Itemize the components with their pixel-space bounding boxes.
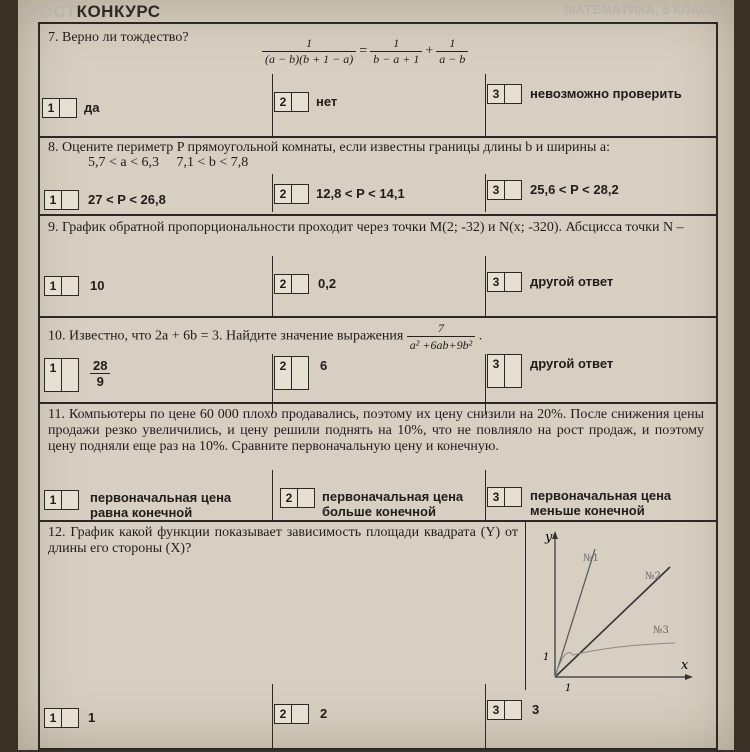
q10-question: 10. Известно, что 2a + 6b = 3. Найдите значение выражения bbox=[48, 328, 404, 344]
divider bbox=[485, 684, 486, 752]
q10-text: 10. Известно, что 2a + 6b = 3. Найдите значение выражения $\frac{7}{\text{a² +6ab+9b²}}$ . bbox=[48, 321, 483, 352]
separator bbox=[40, 214, 716, 216]
separator bbox=[40, 316, 716, 318]
x-tick-1: 1 bbox=[565, 683, 572, 694]
q9-answer-box-1[interactable]: 1 bbox=[44, 276, 79, 296]
q9-answer-box-2[interactable]: 2 bbox=[274, 274, 309, 294]
divider bbox=[272, 684, 273, 752]
q11-option-3: первоначальная цена меньше конечной bbox=[530, 488, 672, 518]
line-3-label: №3 bbox=[653, 625, 669, 636]
divider bbox=[485, 74, 486, 136]
q9-option-2: 0,2 bbox=[318, 276, 337, 291]
q7-text: 7. Верно ли тождество? bbox=[48, 30, 189, 45]
answer-sheet bbox=[18, 0, 734, 750]
q8-answer-box-1[interactable]: 1 bbox=[44, 190, 79, 210]
q12-option-2: 2 bbox=[320, 706, 328, 721]
q7-option-3: невозможно проверить bbox=[530, 86, 682, 101]
q8-text: 8. Оцените периметр P прямоугольной комнаты, если известны границы длины b и ширины a: bbox=[48, 140, 611, 155]
q11-option-2: первоначальная цена больше конечной bbox=[322, 489, 464, 519]
q9-answer-box-3[interactable]: 3 bbox=[487, 272, 522, 292]
q7-answer-box-2[interactable]: 2 bbox=[274, 92, 309, 112]
divider bbox=[272, 174, 273, 212]
q8-option-1: 27 < P < 26,8 bbox=[88, 192, 166, 207]
q10-answer-box-1[interactable]: 1 bbox=[44, 358, 79, 392]
divider bbox=[485, 470, 486, 520]
q10-option-2: 6 bbox=[320, 358, 328, 373]
q11-option-1: первоначальная цена равна конечной bbox=[90, 490, 232, 520]
q9-option-3: другой ответ bbox=[530, 274, 614, 289]
q12-answer-box-3[interactable]: 3 bbox=[487, 700, 522, 720]
q10-answer-box-2[interactable]: 2 bbox=[274, 356, 309, 390]
q12-option-3: 3 bbox=[532, 702, 540, 717]
divider bbox=[485, 174, 486, 212]
q7-identity: $\frac{1}{(a - b)(b + 1 - a)}$ = $\frac{1}{b - a + 1}$ + $\frac{1}{a - b}$ bbox=[262, 36, 468, 67]
logo: РОСТКОНКУРС bbox=[28, 2, 161, 21]
q8-answer-box-2[interactable]: 2 bbox=[274, 184, 309, 204]
q10-answer-box-3[interactable]: 3 bbox=[487, 354, 522, 388]
y-tick-1: 1 bbox=[543, 652, 550, 663]
divider bbox=[272, 256, 273, 316]
q8-option-2: 12,8 < P < 14,1 bbox=[316, 186, 405, 201]
q12-answer-box-2[interactable]: 2 bbox=[274, 704, 309, 724]
y-label: y bbox=[545, 530, 553, 545]
q7-answer-box-1[interactable]: 1 bbox=[42, 98, 77, 118]
y-arrow-icon bbox=[552, 531, 558, 539]
divider bbox=[272, 354, 273, 414]
line-1-label: №1 bbox=[583, 553, 599, 564]
q9-text: 9. График обратной пропорциональности проходит через точки M(2; -32) и N(x; -320). Абсцисса точки N – bbox=[48, 220, 684, 235]
questions-frame bbox=[38, 22, 718, 752]
divider bbox=[485, 256, 486, 316]
q11-text: 11. Компьютеры по цене 60 000 плохо продавались, поэтому их цену снизили на 20%. После снижения цены продажи резко увеличились, и цену решили поднять на 10%, что не повлияло на рост продаж, и поэтому цену подняли еще раз на 10%. Сравните первоначальную цену и конечную. bbox=[48, 407, 704, 454]
q10-option-1: $\frac{28}{9}$ bbox=[90, 358, 110, 389]
separator bbox=[40, 748, 716, 750]
q12-text: 12. График какой функции показывает зависимость площади квадрата (Y) от длины его стороны (X)? bbox=[48, 525, 518, 556]
subject-label: МАТЕМАТИКА, 8 КЛАСС bbox=[564, 2, 718, 17]
x-label: x bbox=[681, 658, 689, 673]
separator bbox=[40, 136, 716, 138]
q9-option-1: 10 bbox=[90, 278, 105, 293]
q11-answer-box-3[interactable]: 3 bbox=[487, 487, 522, 507]
x-arrow-icon bbox=[685, 674, 693, 680]
q8-option-3: 25,6 < P < 28,2 bbox=[530, 182, 619, 197]
q8-bounds: 5,7 < a < 6,3 7,1 < b < 7,8 bbox=[88, 155, 249, 170]
divider bbox=[272, 470, 273, 520]
divider bbox=[485, 354, 486, 414]
q10-option-3: другой ответ bbox=[530, 356, 614, 371]
q12-option-1: 1 bbox=[88, 710, 96, 725]
q11-answer-box-2[interactable]: 2 bbox=[280, 488, 315, 508]
q12-graph bbox=[525, 527, 695, 694]
q7-option-2: нет bbox=[316, 94, 338, 109]
q7-answer-box-3[interactable]: 3 bbox=[487, 84, 522, 104]
q7-option-1: да bbox=[84, 100, 100, 115]
q8-answer-box-3[interactable]: 3 bbox=[487, 180, 522, 200]
separator bbox=[40, 520, 716, 522]
q10-expression: $\frac{7}{\text{a² +6ab+9b²}}$ bbox=[407, 320, 475, 353]
q11-answer-box-1[interactable]: 1 bbox=[44, 490, 79, 510]
line-2-label: №2 bbox=[645, 571, 661, 582]
page-header bbox=[28, 2, 718, 22]
divider bbox=[272, 74, 273, 136]
separator bbox=[40, 402, 716, 404]
q12-answer-box-1[interactable]: 1 bbox=[44, 708, 79, 728]
